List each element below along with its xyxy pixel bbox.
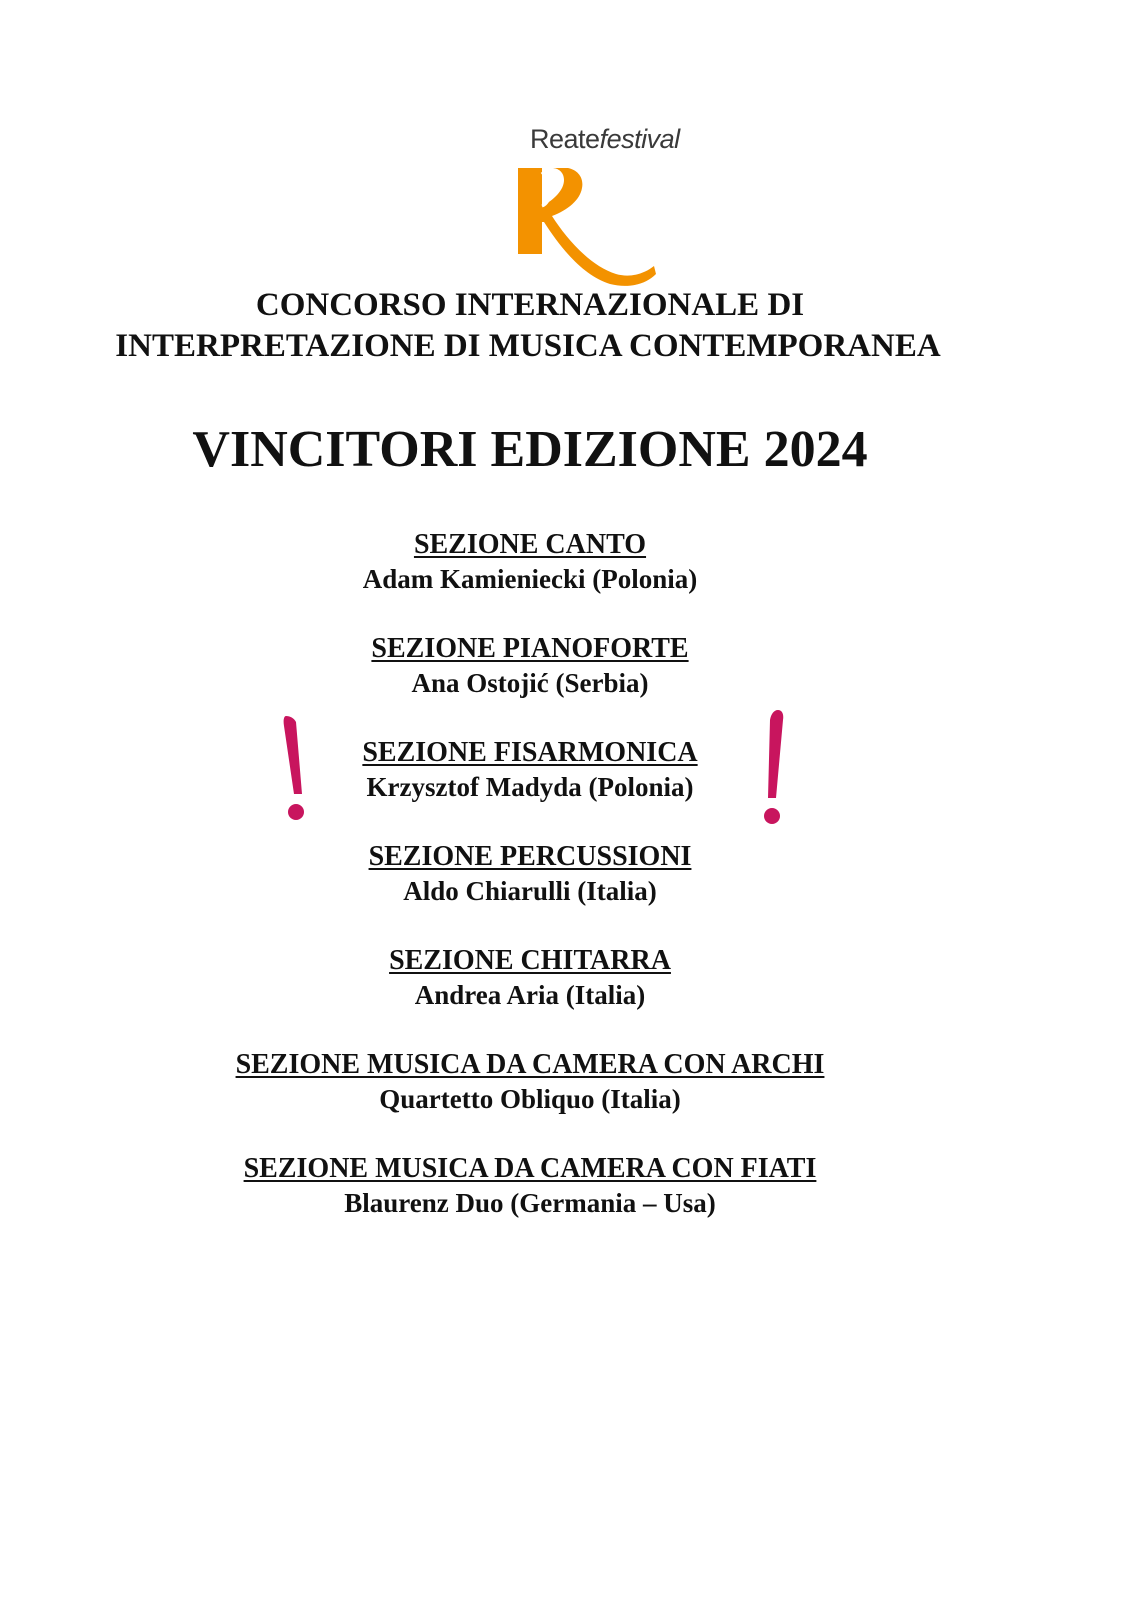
logo-r-shape bbox=[518, 168, 656, 286]
section-canto bbox=[0, 528, 1060, 632]
exclamation-mark-icon bbox=[280, 712, 314, 824]
section-name: SEZIONE PERCUSSIONI bbox=[368, 841, 692, 872]
logo-r-inner-stroke bbox=[542, 172, 551, 206]
section-name: SEZIONE FISARMONICA bbox=[362, 737, 698, 768]
section-name: SEZIONE MUSICA DA CAMERA CON ARCHI bbox=[235, 1049, 825, 1080]
logo-word-reate: Reate bbox=[530, 124, 600, 154]
section-name: SEZIONE MUSICA DA CAMERA CON FIATI bbox=[243, 1153, 817, 1184]
exclamation-mark-icon bbox=[754, 708, 788, 828]
section-musica-camera-fiati bbox=[0, 1152, 1060, 1256]
logo-wordmark bbox=[530, 124, 680, 155]
section-winner: Aldo Chiarulli (Italia) bbox=[403, 876, 657, 906]
section-name: SEZIONE PIANOFORTE bbox=[371, 633, 689, 664]
section-name: SEZIONE CHITARRA bbox=[389, 945, 671, 976]
section-pianoforte bbox=[0, 632, 1060, 736]
section-fisarmonica bbox=[0, 736, 1060, 840]
section-percussioni bbox=[0, 840, 1060, 944]
competition-title-line-1: CONCORSO INTERNAZIONALE DI bbox=[255, 287, 805, 323]
winners-list bbox=[0, 528, 1060, 1256]
section-winner: Adam Kamieniecki (Polonia) bbox=[362, 564, 698, 594]
section-winner: Ana Ostojić (Serbia) bbox=[411, 668, 649, 698]
exclamation-dot-right bbox=[764, 808, 780, 824]
section-winner: Krzysztof Madyda (Polonia) bbox=[366, 772, 694, 802]
section-winner: Quartetto Obliquo (Italia) bbox=[379, 1084, 681, 1114]
exclamation-stroke-right bbox=[768, 710, 783, 798]
exclamation-stroke-left bbox=[284, 716, 302, 794]
winners-title: VINCITORI EDIZIONE 2024 bbox=[192, 421, 868, 478]
exclamation-dot-left bbox=[288, 804, 304, 820]
logo-word-festival: festival bbox=[599, 124, 680, 154]
competition-title-line-2: INTERPRETAZIONE DI MUSICA CONTEMPORANEA bbox=[115, 328, 941, 364]
section-chitarra bbox=[0, 944, 1060, 1048]
festival-logo bbox=[512, 124, 680, 294]
logo-r-mark-icon bbox=[512, 162, 662, 287]
section-name: SEZIONE CANTO bbox=[413, 529, 647, 560]
section-winner: Andrea Aria (Italia) bbox=[414, 980, 646, 1010]
section-musica-camera-archi bbox=[0, 1048, 1060, 1152]
section-winner: Blaurenz Duo (Germania – Usa) bbox=[344, 1188, 716, 1218]
